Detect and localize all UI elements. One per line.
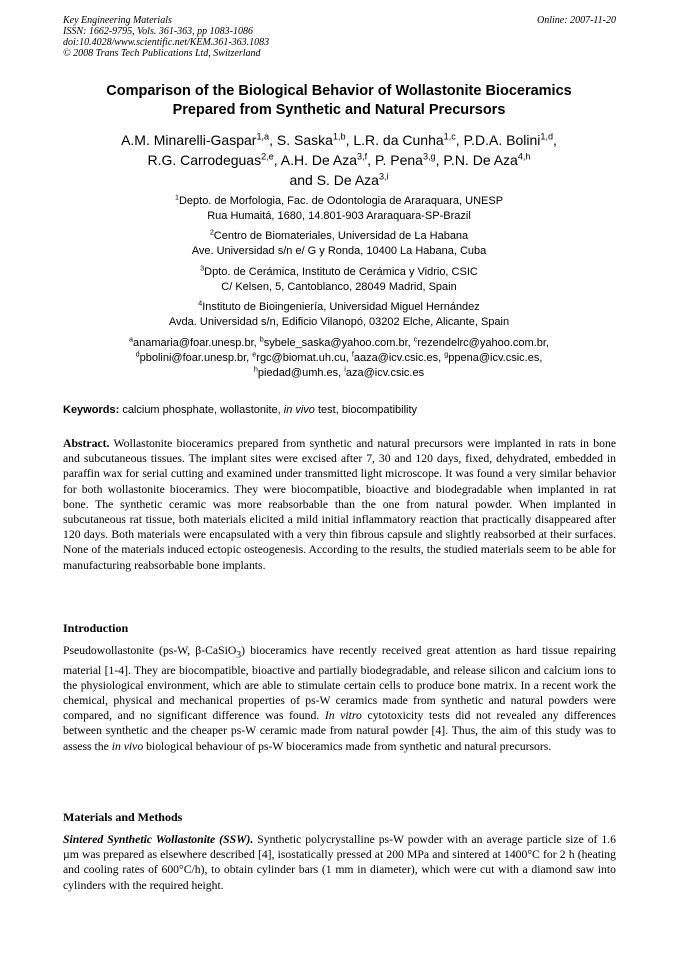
email-i: aza@icv.csic.es [345, 367, 425, 379]
section-heading-methods: Materials and Methods [63, 810, 183, 824]
journal-header [63, 15, 616, 59]
methods-paragraph [63, 832, 616, 893]
keywords-pre: calcium phosphate, wollastonite, [122, 404, 281, 416]
journal-name: Key Engineering Materials [63, 15, 172, 26]
email-sup: b [259, 335, 264, 344]
author-affil-sup: 4,h [517, 151, 531, 162]
author-line-3 [40, 170, 638, 190]
author-separator: , [553, 132, 557, 148]
title-line-1: Comparison of the Biological Behavior of Wollastonite Bioceramics [106, 83, 572, 99]
intro-text-2: ) bioceramics have recently received great attention as hard tissue repairing material [1-4]. They are biocompatible, bioactive and partially biodegradable, and release silicon and calcium ions to the physiological environment, which are able to stimulate certain cells to produce bone matrix. In a recent work the chemical, physical and mechanical properties of ps-W ceramics made from synthetic and natural powders were compared, and no significant difference was found. [63, 644, 616, 723]
affiliation-2 [40, 229, 638, 259]
affiliation-1 [40, 194, 638, 224]
email-d: pbolini@foar.unesp.br [139, 352, 247, 364]
keywords [63, 403, 616, 417]
abstract-text: Wollastonite bioceramics prepared from synthetic and natural precursors were implanted in rats in bone and subcutaneous tissues. The implant sites were excised after 7, 30 and 120 days, fixed, dehydrated, embedded in paraffin wax for serial cutting and examined under transmitted light microscope. It was found a very similar behavior for both wollastonite bioceramics. They were biocompatible, bioactive and biodegradable when implanted in rat bone. The synthetic ceramic was more reabsorbable than the one from natural powder. When implanted in subcutaneous rat tissue, both materials elicited a mild initial inflammatory reaction that practically disappeared after 120 days. Both materials were encapsulated with a very thin fibrous capsule and slightly reabsorbed at their surfaces. None of the materials induced ectopic osteogenesis. According to the results, the studied materials seem to be able for manufacturing reabsorbable bone implants. [63, 437, 617, 572]
author-name: A.M. Minarelli-Gaspar [121, 132, 257, 148]
author-name: P.N. De Aza [443, 152, 518, 168]
doi-line: doi:10.4028/www.scientific.net/KEM.361-363.1083 [63, 37, 270, 48]
author-affil-sup: 1,b [332, 131, 346, 142]
author-separator: , [273, 152, 281, 168]
email-b: sybele_saska@yahoo.com.br [263, 337, 408, 349]
online-date: Online: 2007-11-20 [537, 15, 616, 26]
affil-address: Ave. Universidad s/n e/ G y Ronda, 10400 La Habana, Cuba [191, 245, 487, 257]
author-name: P.D.A. Bolini [463, 132, 541, 148]
email-sup: e [252, 350, 257, 359]
paper-title [40, 82, 638, 120]
affil-number: 3 [200, 264, 205, 273]
author-separator: , [455, 132, 464, 148]
methods-subhead: Sintered Synthetic Wollastonite (SSW). [63, 833, 254, 846]
author-name: P. Pena [374, 152, 423, 168]
affil-number: 1 [174, 193, 179, 202]
author-list [40, 130, 638, 190]
intro-sub: 3 [236, 649, 242, 661]
affil-number: 2 [209, 228, 214, 237]
email-h: piedad@umh.es [257, 367, 339, 379]
email-c: rezendelrc@yahoo.com.br [417, 337, 546, 349]
title-line-2: Prepared from Synthetic and Natural Precursors [172, 102, 506, 118]
copyright-line: © 2008 Trans Tech Publications Ltd, Switzerland [63, 48, 261, 59]
intro-invivo: in vivo [111, 739, 144, 753]
email-a: anamaria@foar.unesp.br [133, 337, 254, 349]
author-name: A.H. De Aza [280, 152, 358, 168]
affil-line: Depto. de Morfologia, Fac. de Odontologia de Araraquara, UNESP [178, 195, 504, 207]
author-name: S. De Aza [316, 172, 379, 188]
affil-number: 4 [198, 299, 203, 308]
email-f: aaza@icv.csic.es [353, 352, 439, 364]
author-affil-sup: 1,c [443, 131, 456, 142]
affiliation-4 [40, 300, 638, 330]
author-separator: , [367, 152, 375, 168]
intro-text-1: Pseudowollastonite (ps-W, β-CaSiO [63, 644, 237, 657]
intro-text-3: cytotoxicity tests did not revealed any differences between synthetic and the cheaper ps-W ceramic made from natural powder [4]. Thus, the aim of this study was to assess the [63, 709, 616, 753]
author-name: R.G. Carrodeguas [147, 152, 262, 168]
introduction-paragraph [63, 643, 616, 754]
email-e: rgc@biomat.uh.cu [256, 352, 346, 364]
email-sup: a [129, 335, 134, 344]
author-affil-sup: 3,i [378, 171, 389, 182]
issn-line: ISSN: 1662-9795, Vols. 361-363, pp 1083-1086 [63, 26, 253, 37]
email-g: ppena@icv.csic.es [448, 352, 540, 364]
email-sup: c [413, 335, 418, 344]
author-separator: , [435, 152, 444, 168]
author-separator: , [345, 132, 354, 148]
affil-line: Dpto. de Cerámica, Instituto de Cerámica y Vidrio, CSIC [204, 266, 478, 278]
author-affil-sup: 1,d [540, 131, 554, 142]
author-affil-sup: 2,e [261, 151, 274, 162]
author-affil-sup: 1,a [256, 131, 270, 142]
affil-line: Instituto de Bioingeniería, Universidad Miguel Hernández [202, 301, 480, 313]
abstract [63, 436, 616, 573]
keywords-label: Keywords: [63, 404, 120, 416]
email-sup: i [344, 365, 346, 374]
keywords-italic: in vivo [283, 404, 315, 416]
author-separator: , [269, 132, 277, 148]
author-affil-sup: 3,g [422, 151, 436, 162]
email-list: $^a$anamaria@foar.unesp.br, $^b$sybele_saska@yahoo.com.br, $^c$rezendelrc@yahoo.com.br, $^d$pbolini@foar.unesp.br, $^e$rgc@biomat.uh.cu, $^f$aaza@icv.csic.es, $^g$ppena@icv.csic.es, $^h$piedad@umh.es, $^i$aza@icv.csic.es [129, 335, 549, 379]
intro-invitro: In vitro [324, 709, 362, 723]
intro-text-4: biological behaviour of ps-W bioceramics made from synthetic and natural precursors. [146, 739, 552, 753]
email-sup: d [135, 350, 140, 359]
email-sup: h [253, 365, 258, 374]
author-affil-sup: 3,f [357, 151, 368, 162]
abstract-label: Abstract. [63, 437, 110, 450]
author-line-1 [40, 130, 638, 150]
author-name: L.R. da Cunha [353, 132, 444, 148]
author-name: S. Saska [276, 132, 333, 148]
email-sup: g [444, 350, 449, 359]
email-sup: f [351, 350, 354, 359]
author-and: and [289, 172, 313, 188]
methods-text: Synthetic polycrystalline ps-W powder with an average particle size of 1.6 µm was prepared as elsewhere described [4], isostatically pressed at 200 MPa and sintered at 1400°C for 2 h (heating and cooling rates of 600°C/h), to obtain cylinder bars (1 mm in diameter), which were cut with a diamond saw into cylinders with the required height. [63, 833, 616, 892]
section-heading-introduction: Introduction [63, 621, 129, 635]
keywords-post: test, biocompatibility [318, 404, 418, 416]
affil-address: Rua Humaitá, 1680, 14.801-903 Araraquara-SP-Brazil [207, 210, 471, 222]
author-line-2 [40, 150, 638, 170]
affil-address: C/ Kelsen, 5, Cantoblanco, 28049 Madrid, Spain [221, 281, 457, 293]
affil-address: Avda. Universidad s/n, Edificio Vilanopó, 03202 Elche, Alicante, Spain [168, 316, 510, 328]
affiliation-3 [40, 265, 638, 295]
affil-line: Centro de Biomateriales, Universidad de La Habana [213, 230, 469, 242]
